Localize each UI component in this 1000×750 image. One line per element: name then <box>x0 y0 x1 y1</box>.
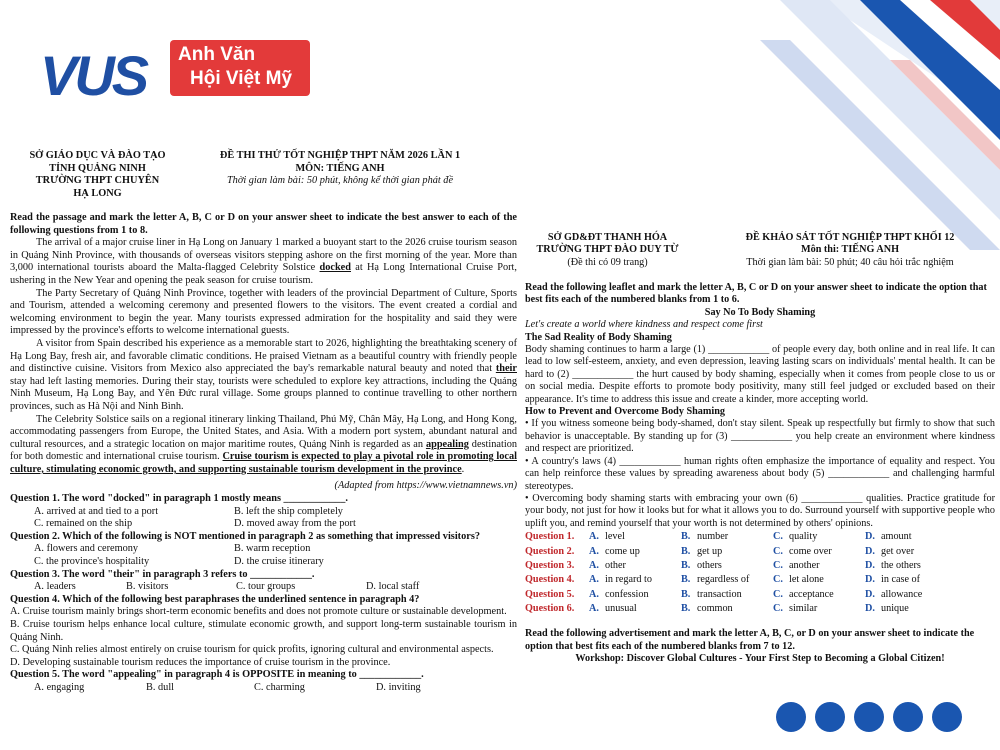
option-text: common <box>697 603 733 615</box>
leaflet-heading-2: How to Prevent and Overcome Body Shaming <box>525 406 725 418</box>
decorative-stripes <box>700 0 1000 260</box>
option-text: another <box>789 559 820 571</box>
answer-row <box>525 545 951 559</box>
right-instruction: Read the following leaflet and mark the letter A, B, C or D on your answer sheet to indicate the option that best fits each of the numbered blanks from 1 to 6. <box>525 282 987 306</box>
option-letter: D. <box>865 559 875 571</box>
passage-paragraph-2: The Party Secretary of Quảng Ninh Province, together with leaders of the provincial Department of Culture, Sports and Tourism, attended a welcoming ceremony and presented flowers to the visitors. The event created a cordial and welcoming environment to begin the year. Many tourists expressed admiration for the hospitality and said they were impressed by the province's efforts to welcome international guests. <box>10 287 517 337</box>
option-letter: A. <box>589 574 599 586</box>
right-org-line-3: (Đề thi có 09 trang) <box>567 256 648 268</box>
option-letter: D. <box>865 588 875 600</box>
option-letter: C. <box>773 545 783 557</box>
question-label: Question 3. <box>525 559 575 571</box>
option-text: the others <box>881 559 921 571</box>
question-label: Question 2. <box>525 545 575 557</box>
option-letter: B. <box>681 559 691 571</box>
q1-options-row2: C. remained on the ship D. moved away from the port <box>34 518 356 530</box>
q5-options: A. engaging B. dull C. charming D. inviting <box>34 681 421 693</box>
leaflet-bullet-2: • A country's laws (4) ____________ human rights often emphasize the importance of equality and respect. You can help reinforce these values by spreading awareness about body (5) ____________ and challenging harmful stereotypes. <box>525 455 995 492</box>
option-text: other <box>605 559 626 571</box>
q4-option-c: C. Quảng Ninh relies almost entirely on cruise tourism for quick profits, ignoring cultural and environmental aspects. <box>10 644 494 656</box>
answer-row <box>525 559 951 573</box>
question-5: Question 5. The word "appealing" in paragraph 4 is OPPOSITE in meaning to ____________. <box>10 669 424 681</box>
vus-logo <box>40 40 330 110</box>
underlined-sentence: Cruise tourism is expected to play a pivotal role in promoting local culture, stimulating economic growth, and supporting sustainable tourism development in the province <box>10 451 517 475</box>
underlined-docked: docked <box>319 262 351 274</box>
dot-1 <box>776 702 806 732</box>
left-org-line-1: SỞ GIÁO DỤC VÀ ĐÀO TẠO <box>29 150 166 161</box>
q3-options: A. leaders B. visitors C. tour groups D. local staff <box>34 581 420 593</box>
passage-source: (Adapted from https://www.vietnamnews.vn) <box>334 480 517 492</box>
underlined-their: their <box>495 363 517 375</box>
left-instruction: Read the passage and mark the letter A, B, C or D on your answer sheet to indicate the best answer to each of the following questions from 1 to 8. <box>10 212 517 236</box>
option-text: come over <box>789 545 832 557</box>
option-text: come up <box>605 545 640 557</box>
option-letter: C. <box>773 559 783 571</box>
logo-line-2: Hội Việt Mỹ <box>190 68 293 89</box>
passage-paragraph-1: The arrival of a major cruise liner in Hạ Long on January 1 marked a buoyant start to the 2026 cruise tourism season in Quảng Ninh Province, with thousands of overseas visitors stepping ashore on the first morning of the year. More than 3,000 international tourists aboard the Malta-flagged Celebrity Solstice docked at Hạ Long International Cruise Port, ushering in the New Year and opening the peak season for cruise tourism. <box>10 237 517 286</box>
leaflet-text-1: Body shaming continues to harm a large (1) ____________ of people every day, both online and in real life. It can lead to low self-esteem, anxiety, and even depression, leaving lasting scars on individuals' mental health. It can be hard to (2) ____________ the hurt caused by body shaming, especially when it comes from people close to us or on social media. Despite efforts to promote body positivity, many still feel judged or excluded based on their appearance. It's time to address this issue and create a kinder, more accepting world. <box>525 344 995 405</box>
q2-options-row1: A. flowers and ceremony B. warm reception <box>34 543 311 555</box>
option-letter: D. <box>865 545 875 557</box>
right-school-info <box>525 232 690 269</box>
underlined-appealing: appealing <box>425 438 469 450</box>
left-school-info <box>10 150 185 200</box>
option-letter: A. <box>589 603 599 615</box>
dot-4 <box>893 702 923 732</box>
option-text: number <box>697 531 729 543</box>
question-label: Question 1. <box>525 531 575 543</box>
right-instruction-2: Read the following advertisement and mark the letter A, B, C, or D on your answer sheet to indicate the option that best fits each of the numbered blanks from 7 to 12. <box>525 628 975 652</box>
option-letter: D. <box>865 574 875 586</box>
option-letter: C. <box>773 603 783 615</box>
q4-option-a: A. Cruise tourism mainly brings short-term economic benefits and does not promote culture or sustainable development. <box>10 606 507 618</box>
option-text: quality <box>789 531 818 543</box>
option-letter: D. <box>865 531 875 543</box>
option-text: in regard to <box>605 574 652 586</box>
right-subject: Môn thi: TIẾNG ANH <box>800 244 900 256</box>
q2-options-row2: C. the province's hospitality D. the cruise itinerary <box>34 556 324 568</box>
option-letter: B. <box>681 531 691 543</box>
left-title: ĐỀ THI THỬ TỐT NGHIỆP THPT NĂM 2026 LẦN 1 <box>219 150 461 161</box>
option-text: others <box>697 559 722 571</box>
answer-row <box>525 588 951 602</box>
answer-row <box>525 573 951 587</box>
dot-5 <box>932 702 962 732</box>
answer-row <box>525 602 951 616</box>
option-letter: B. <box>681 574 691 586</box>
left-exam-page <box>10 140 517 750</box>
leaflet-title: Say No To Body Shaming <box>704 306 816 318</box>
option-letter: B. <box>681 545 691 557</box>
option-letter: D. <box>865 603 875 615</box>
right-org-line-2: TRƯỜNG THPT ĐÀO DUY TỪ <box>536 244 679 256</box>
option-letter: B. <box>681 588 691 600</box>
right-header <box>525 228 995 272</box>
right-time: Thời gian làm bài: 50 phút; 40 câu hỏi trắc nghiệm <box>746 256 954 268</box>
option-text: regardless of <box>697 574 750 586</box>
right-org-line-1: SỞ GD&ĐT THANH HÓA <box>547 232 668 243</box>
option-text: unusual <box>605 603 637 615</box>
option-text: get over <box>881 545 915 557</box>
option-text: acceptance <box>789 588 834 600</box>
answer-options-table <box>525 530 951 616</box>
option-text: level <box>605 531 625 543</box>
question-3: Question 3. The word "their" in paragraph 3 refers to ____________. <box>10 568 315 580</box>
question-label: Question 5. <box>525 588 575 600</box>
passage-paragraph-4: The Celebrity Solstice sails on a regional itinerary linking Thailand, Phú Mỹ, Chân Mây, Hạ Long, and Hong Kong, accommodating passengers from Europe, the United States, and Asia. With a modern port system, abundant natural and cultural resources, and a strategic location on major maritime routes, Quảng Ninh is regarded as an appealing destination for both domestic and international cruise tourism. Cruise tourism is expected to play a pivotal role in promoting local culture, stimulating economic growth, and supporting sustainable tourism development in the province. <box>10 413 517 475</box>
question-4: Question 4. Which of the following best paraphrases the underlined sentence in paragraph 4? <box>10 593 420 605</box>
question-1: Question 1. The word "docked" in paragraph 1 mostly means ____________. <box>10 493 348 505</box>
option-letter: C. <box>773 588 783 600</box>
right-title: ĐỀ KHẢO SÁT TỐT NGHIỆP THPT KHỐI 12 <box>745 232 955 243</box>
option-text: similar <box>789 603 818 615</box>
leaflet-bullet-1: • If you witness someone being body-shamed, don't stay silent. Speak up respectfully but firmly to show that such behavior is unacceptable. By standing up for (3) ____________ you help create an environment where kindness and respect are prioritized. <box>525 418 995 455</box>
left-header <box>10 140 517 200</box>
option-letter: A. <box>589 588 599 600</box>
left-org-line-2: TỈNH QUẢNG NINH <box>49 162 146 174</box>
option-text: amount <box>881 531 912 543</box>
option-text: allowance <box>881 588 923 600</box>
workshop-title: Workshop: Discover Global Cultures - Your First Step to Becoming a Global Citizen! <box>575 653 945 665</box>
leaflet-bullet-3: • Overcoming body shaming starts with embracing your own (6) ____________ qualities. Practice gratitude for your body, not just for how it looks but for what it allows you to do. Surround yourself with supportive people who uplift you, and remind yourself that your worth is not determined by others' opinions. <box>525 492 995 529</box>
option-text: transaction <box>697 588 742 600</box>
question-label: Question 6. <box>525 603 575 615</box>
option-text: in case of <box>881 574 921 586</box>
option-text: get up <box>697 545 723 557</box>
option-text: unique <box>881 603 909 615</box>
passage-paragraph-3: A visitor from Spain described his experience as a memorable start to 2026, highlighting the breathtaking scenery of Hạ Long Bay, fresh air, and favorable climatic conditions. He praised Vietnam as a beautiful country with friendly people and distinctive cuisine. Visitors from Mexico also appreciated the bay's remarkable natural beauty and noted that their stay had left lasting memories. During their stay, tourists were scheduled to explore key attractions, including the Quảng Ninh Museum, Hạ Long Bay, and Yên Đức rural village. Some groups planned to continue travelling to other northern provinces, such as Hà Nội and Ninh Bình. <box>10 337 517 412</box>
left-org-line-3: TRƯỜNG THPT CHUYÊN <box>35 175 160 187</box>
leaflet-slogan: Let's create a world where kindness and respect come first <box>525 319 763 331</box>
option-letter: A. <box>589 531 599 543</box>
option-letter: B. <box>681 603 691 615</box>
option-letter: C. <box>773 574 783 586</box>
option-letter: C. <box>773 531 783 543</box>
dot-2 <box>815 702 845 732</box>
option-text: confession <box>605 588 649 600</box>
vus-brand-mark: VUS <box>40 44 147 107</box>
logo-line-1: Anh Văn <box>178 44 256 65</box>
left-exam-title <box>190 150 490 188</box>
option-text: let alone <box>789 574 824 586</box>
left-org-line-4: HẠ LONG <box>73 187 122 199</box>
answer-row <box>525 530 951 544</box>
question-label: Question 4. <box>525 574 575 586</box>
right-exam-page <box>525 228 995 668</box>
dot-3 <box>854 702 884 732</box>
right-exam-title <box>705 232 995 269</box>
q4-option-d: D. Developing sustainable tourism reduces the importance of cruise tourism in the province. <box>10 656 391 668</box>
option-letter: A. <box>589 545 599 557</box>
option-letter: A. <box>589 559 599 571</box>
question-2: Question 2. Which of the following is NOT mentioned in paragraph 2 as something that impressed visitors? <box>10 530 480 542</box>
q4-option-b: B. Cruise tourism helps enhance local culture, stimulate economic growth, and support long-term sustainable tourism in Quảng Ninh. <box>10 619 517 643</box>
leaflet-heading-1: The Sad Reality of Body Shaming <box>525 331 672 343</box>
left-subject: MÔN: TIẾNG ANH <box>295 162 385 174</box>
q1-options-row1: A. arrived at and tied to a port B. left the ship completely <box>34 505 343 517</box>
left-time: Thời gian làm bài: 50 phút, không kể thời gian phát đề <box>226 175 454 187</box>
